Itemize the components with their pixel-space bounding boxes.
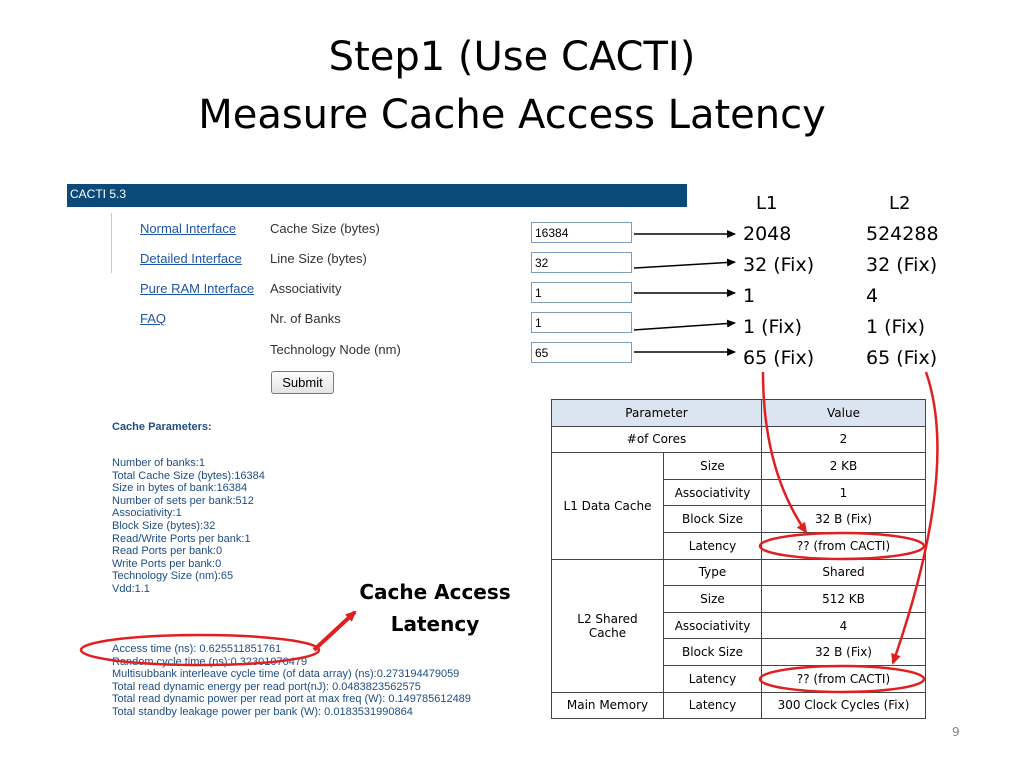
result-line: Number of sets per bank:512 xyxy=(112,494,254,507)
result-line: Size in bytes of bank:16384 xyxy=(112,482,248,495)
slide-number: 9 xyxy=(952,725,960,739)
table-row xyxy=(552,559,926,586)
l2-tech-node-value: 65 (Fix) xyxy=(866,347,938,369)
l1-header: L1 xyxy=(756,193,778,214)
cache-parameters-heading: Cache Parameters: xyxy=(112,421,212,433)
table-row xyxy=(552,426,926,453)
cache-size-input[interactable] xyxy=(531,222,632,243)
l2-associativity-label: Associativity xyxy=(664,612,762,639)
arrow-banks xyxy=(634,323,735,330)
l2-block-size-label: Block Size xyxy=(664,639,762,666)
l2-group-label xyxy=(552,559,664,692)
submit-button[interactable]: Submit xyxy=(271,371,334,394)
cache-access-latency-callout xyxy=(347,576,523,640)
main-memory-latency-label: Latency xyxy=(664,692,762,719)
result-line: Total read dynamic power per read port at max freq (W): 0.149785612489 xyxy=(112,693,471,706)
l2-type-label: Type xyxy=(664,559,762,586)
table-row xyxy=(552,692,926,719)
l2-cache-size-value: 524288 xyxy=(866,223,939,245)
arrow-line-size xyxy=(634,262,735,268)
l2-block-size-value: 32 B (Fix) xyxy=(762,639,926,666)
l2-group-label-line2: Cache xyxy=(588,625,627,640)
l1-line-size-value: 32 (Fix) xyxy=(743,254,815,276)
l1-latency-value: ?? (from CACTI) xyxy=(762,532,926,559)
technology-node-input[interactable] xyxy=(531,342,632,363)
result-line: Random cycle time (ns):0.32301070479 xyxy=(112,655,308,668)
l1-latency-label: Latency xyxy=(664,532,762,559)
slide-title-line1: Step1 (Use CACTI) xyxy=(328,34,696,80)
l2-type-value: Shared xyxy=(762,559,926,586)
cores-value: 2 xyxy=(762,426,926,453)
l2-latency-label: Latency xyxy=(664,665,762,692)
result-line: Read Ports per bank:0 xyxy=(112,545,223,558)
slide-title xyxy=(0,28,1024,144)
main-memory-latency-value: 300 Clock Cycles (Fix) xyxy=(762,692,926,719)
l1-associativity-cell: 1 xyxy=(762,479,926,506)
nav-link-pure-ram-interface[interactable]: Pure RAM Interface xyxy=(140,281,255,296)
line-size-label: Line Size (bytes) xyxy=(270,251,367,266)
nav-link-normal-interface[interactable]: Normal Interface xyxy=(140,221,237,236)
result-line: Write Ports per bank:0 xyxy=(112,557,222,570)
l1-block-size-value: 32 B (Fix) xyxy=(762,506,926,533)
timing-results-list xyxy=(112,643,471,719)
technology-node-label: Technology Node (nm) xyxy=(270,342,401,357)
column-header-value: Value xyxy=(762,400,926,427)
l2-banks-value: 1 (Fix) xyxy=(866,316,926,338)
table-header-row xyxy=(552,400,926,427)
table-row xyxy=(552,453,926,480)
result-line: Number of banks:1 xyxy=(112,457,205,469)
l1-cache-size-value: 2048 xyxy=(743,223,792,245)
banks-input[interactable] xyxy=(531,312,632,333)
l2-line-size-value: 32 (Fix) xyxy=(866,254,938,276)
l1-tech-node-value: 65 (Fix) xyxy=(743,347,815,369)
l1-associativity-label: Associativity xyxy=(664,479,762,506)
l2-associativity-value: 4 xyxy=(866,285,879,307)
result-line: Total standby leakage power per bank (W): 0.0183531990864 xyxy=(112,705,413,718)
result-line: Associativity:1 xyxy=(112,507,182,520)
nav-link-detailed-interface[interactable]: Detailed Interface xyxy=(140,251,242,266)
l1-size-value: 2 KB xyxy=(762,453,926,480)
banks-label: Nr. of Banks xyxy=(270,311,341,326)
result-line: Total read dynamic energy per read port(nJ): 0.0483823562575 xyxy=(112,680,421,693)
main-memory-label: Main Memory xyxy=(552,692,664,719)
result-line: Total Cache Size (bytes):16384 xyxy=(112,469,265,482)
result-line: Read/Write Ports per bank:1 xyxy=(112,532,251,545)
column-header-parameter: Parameter xyxy=(552,400,762,427)
nav-divider xyxy=(111,213,112,273)
associativity-label: Associativity xyxy=(270,281,342,296)
nav-link-faq[interactable]: FAQ xyxy=(140,311,167,326)
callout-line2: Latency xyxy=(390,612,480,636)
result-line: Multisubbank interleave cycle time (of data array) (ns):0.273194479059 xyxy=(112,668,460,681)
parameter-table xyxy=(551,399,926,719)
cores-label: #of Cores xyxy=(552,426,762,453)
l2-latency-value: ?? (from CACTI) xyxy=(762,665,926,692)
l2-size-label: Size xyxy=(664,586,762,613)
callout-line1: Cache Access xyxy=(359,580,511,604)
cacti-app-title: CACTI 5.3 xyxy=(70,187,127,201)
cacti-header-bar xyxy=(67,184,687,207)
l1-size-label: Size xyxy=(664,453,762,480)
result-line: Block Size (bytes):32 xyxy=(112,519,216,532)
slide-title-line2: Measure Cache Access Latency xyxy=(198,92,826,138)
l2-size-value: 512 KB xyxy=(762,586,926,613)
l1-group-label: L1 Data Cache xyxy=(552,453,664,559)
l2-header: L2 xyxy=(889,193,911,214)
result-line: Technology Size (nm):65 xyxy=(112,570,234,583)
l1-associativity-value: 1 xyxy=(743,285,756,307)
l1-block-size-label: Block Size xyxy=(664,506,762,533)
l2-associativity-cell: 4 xyxy=(762,612,926,639)
cache-size-label: Cache Size (bytes) xyxy=(270,221,380,236)
associativity-input[interactable] xyxy=(531,282,632,303)
cache-parameters-list xyxy=(112,457,265,596)
access-time-line: Access time (ns): 0.625511851761 xyxy=(112,643,282,655)
l1-banks-value: 1 (Fix) xyxy=(743,316,803,338)
result-line: Vdd:1.1 xyxy=(112,582,150,595)
l2-group-label-line1: L2 Shared xyxy=(577,611,638,626)
line-size-input[interactable] xyxy=(531,252,632,273)
